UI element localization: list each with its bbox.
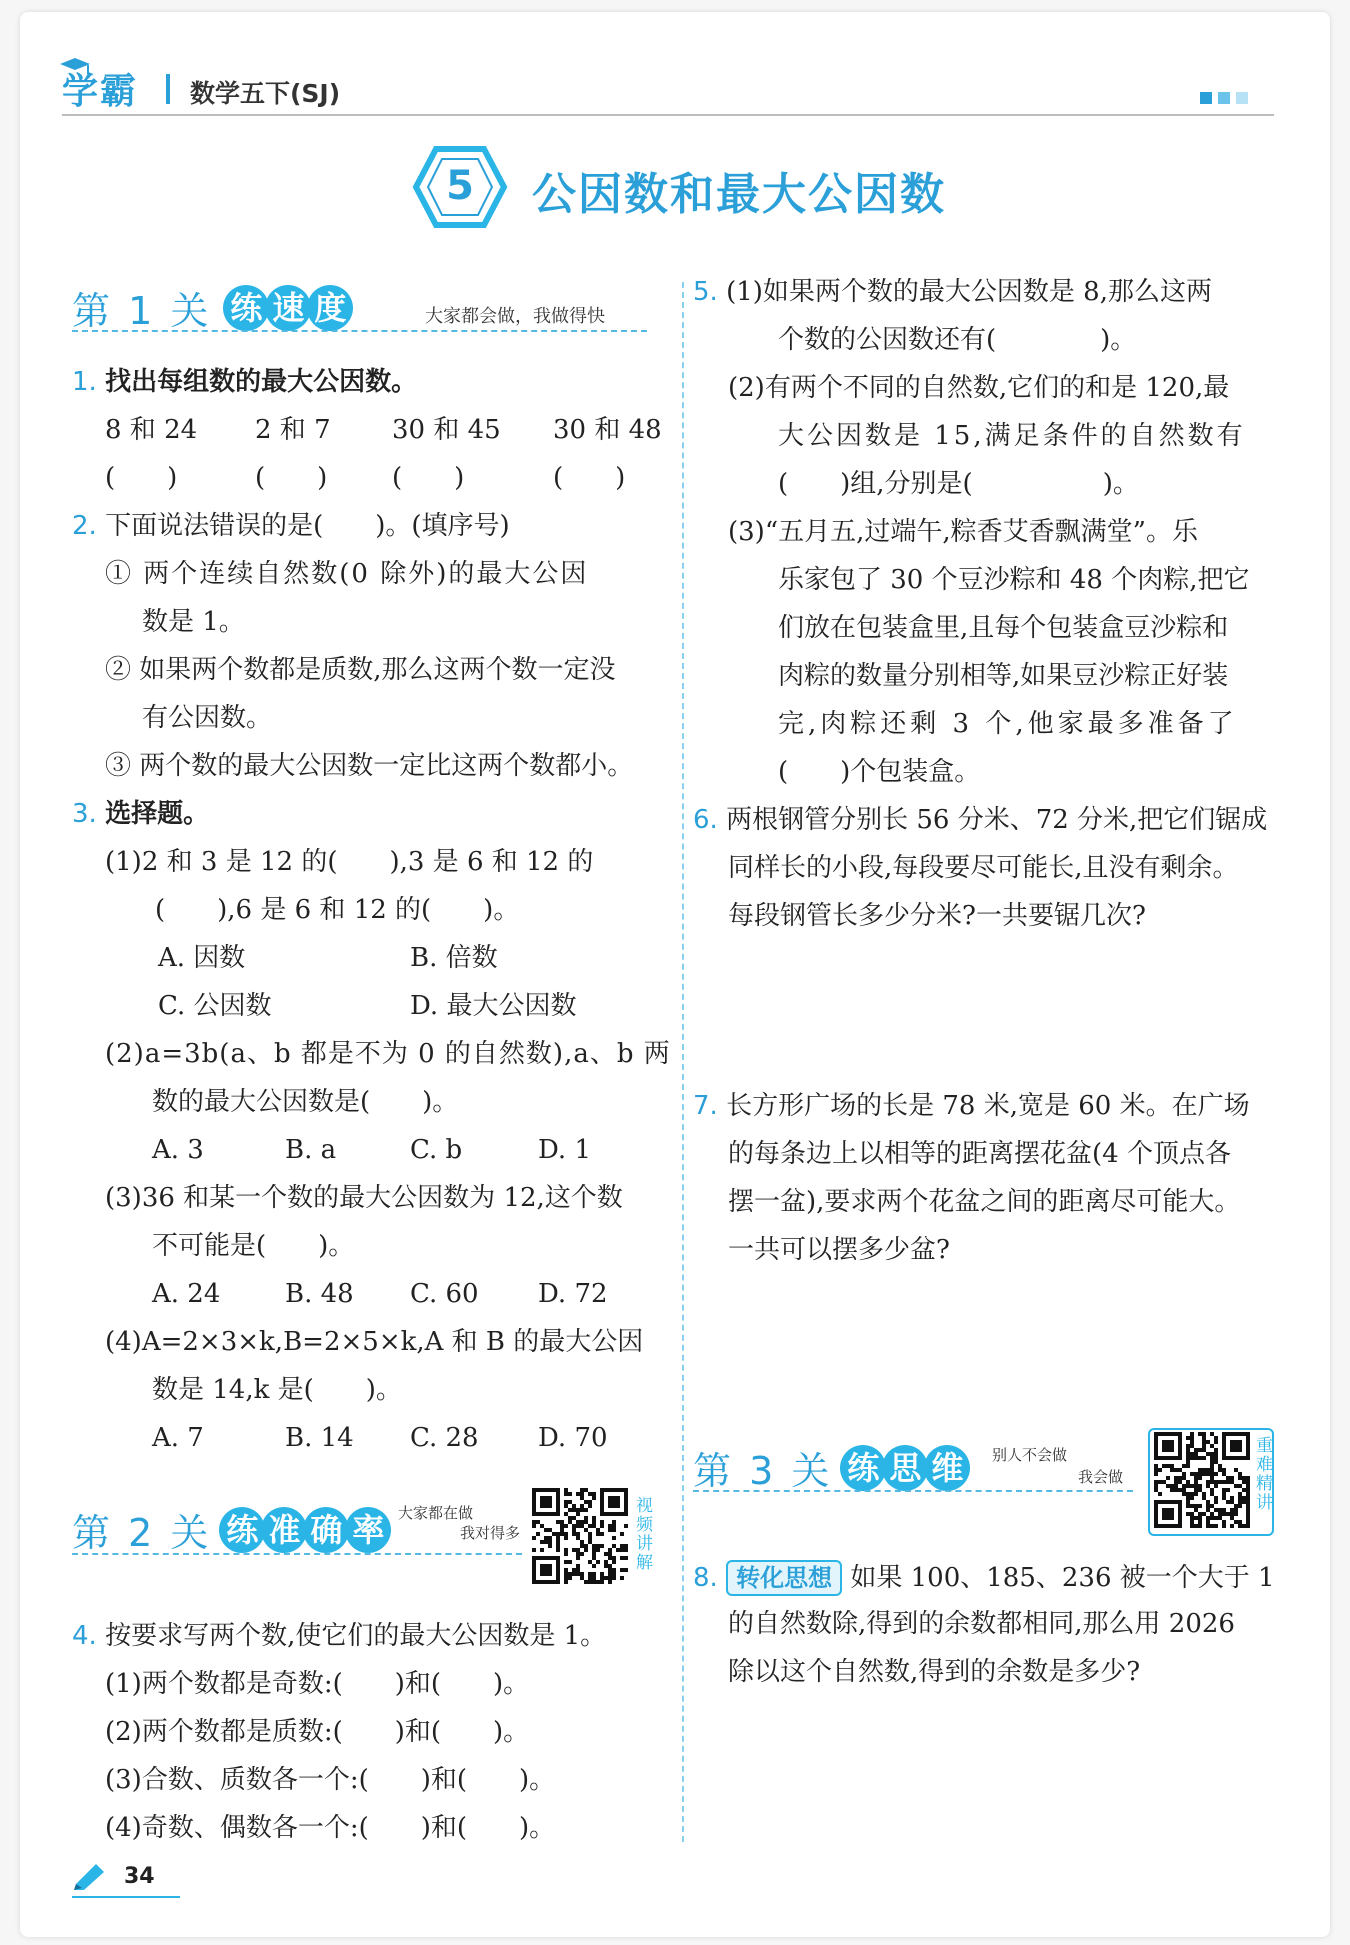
number-pair: 2 和 7 [255, 415, 331, 445]
section-1-header [72, 280, 353, 335]
section-2-header [72, 1502, 391, 1557]
qr-side-label: 视频讲解 [632, 1496, 652, 1572]
header-rule [62, 114, 1274, 116]
section-slogan: 我会做 [1078, 1468, 1124, 1486]
sub-question: 数是 14,k 是( )。 [152, 1375, 402, 1405]
thinking-tag: 转化思想 [726, 1560, 842, 1596]
sub-question: 不可能是( )。 [152, 1231, 355, 1261]
sub-question: (1)如果两个数的最大公因数是 8,那么这两 [726, 277, 1212, 307]
choice-option[interactable]: A. 3 [152, 1135, 204, 1165]
footer-rule [72, 1896, 180, 1898]
sub-question: (3)合数、质数各一个:( )和( )。 [105, 1765, 556, 1795]
section-title-char: 练 [840, 1445, 886, 1491]
unit-number: 5 [446, 163, 474, 209]
section-title-char: 速 [265, 285, 311, 331]
question-number: 7. [693, 1091, 718, 1121]
section-title-char: 率 [345, 1507, 391, 1553]
sub-question: 乐家包了 30 个豆沙粽和 48 个肉粽,把它 [778, 565, 1250, 595]
sub-question: (3)“五月五,过端午,粽香艾香飘满堂”。乐 [728, 517, 1198, 547]
sub-question: (4)奇数、偶数各一个:( )和( )。 [105, 1813, 556, 1843]
question-text: 下面说法错误的是( )。(填序号) [105, 511, 510, 541]
sub-question: ( )个包装盒。 [778, 757, 981, 787]
question-number: 3. [72, 799, 97, 829]
choice-option[interactable]: A. 7 [152, 1423, 204, 1453]
sub-question: 个数的公因数还有( )。 [778, 325, 1137, 355]
section-title-char: 练 [219, 1507, 265, 1553]
question-text: 除以这个自然数,得到的余数是多少? [728, 1657, 1141, 1687]
question-5 [693, 276, 1212, 308]
answer-blank[interactable]: ( ) [105, 463, 178, 493]
question-text: 摆一盆),要求两个花盆之间的距离尽可能大。 [728, 1187, 1241, 1217]
question-text: 的每条边上以相等的距离摆花盆(4 个顶点各 [728, 1139, 1231, 1169]
section-title-char: 准 [261, 1507, 307, 1553]
sub-question: 们放在包装盒里,且每个包装盒豆沙粽和 [778, 613, 1229, 643]
sub-question: (2)两个数都是质数:( )和( )。 [105, 1717, 530, 1747]
choice-option[interactable]: D. 70 [538, 1423, 608, 1453]
unit-number-badge [412, 145, 508, 233]
decor-square [1236, 92, 1248, 104]
number-pair: 8 和 24 [105, 415, 198, 445]
sub-question: ( ),6 是 6 和 12 的( )。 [155, 895, 520, 925]
option-text: ② 如果两个数都是质数,那么这两个数一定没 [105, 655, 616, 685]
question-number: 6. [693, 805, 718, 835]
section-label: 第 2 关 [72, 1511, 212, 1555]
question-text: 同样长的小段,每段要尽可能长,且没有剩余。 [728, 853, 1239, 883]
answer-space[interactable] [728, 940, 1288, 1080]
choice-option[interactable]: B. a [285, 1135, 337, 1165]
sub-question: (3)36 和某一个数的最大公因数为 12,这个数 [105, 1183, 623, 1213]
brand-divider [166, 74, 170, 104]
sub-question: 完,肉粽还剩 3 个,他家最多准备了 [778, 709, 1238, 739]
question-text: 每段钢管长多少分米?一共要锯几次? [728, 901, 1146, 931]
choice-option[interactable]: A. 因数 [158, 943, 246, 973]
choice-option[interactable]: B. 48 [285, 1279, 354, 1309]
section-3-header [693, 1440, 970, 1495]
option-text: ① 两个连续自然数(0 除外)的最大公因 [105, 559, 589, 589]
number-pair: 30 和 48 [553, 415, 662, 445]
qr-code[interactable] [1154, 1432, 1250, 1532]
brand-logo: 学霸 [62, 71, 139, 112]
answer-blank[interactable]: ( ) [392, 463, 465, 493]
sub-question: (4)A=2×3×k,B=2×5×k,A 和 B 的最大公因 [105, 1327, 644, 1357]
question-number: 8. [693, 1563, 718, 1593]
sub-question: (2)a=3b(a、b 都是不为 0 的自然数),a、b 两 [105, 1039, 671, 1069]
choice-option[interactable]: D. 最大公因数 [410, 991, 577, 1021]
pencil-icon [72, 1862, 108, 1894]
question-text: 长方形广场的长是 78 米,宽是 60 米。在广场 [726, 1091, 1250, 1121]
question-4 [72, 1620, 606, 1652]
question-6 [693, 804, 1267, 836]
option-text: 有公因数。 [142, 703, 273, 733]
book-title: 数学五下(SJ) [190, 79, 341, 108]
question-number: 2. [72, 511, 97, 541]
sub-question: 大公因数是 15,满足条件的自然数有 [778, 421, 1246, 451]
section-underline [693, 1490, 1133, 1492]
decor-square [1200, 92, 1212, 104]
question-text: 一共可以摆多少盆? [728, 1235, 950, 1265]
section-slogan: 大家都在做 [398, 1504, 474, 1522]
answer-space[interactable] [728, 1275, 1288, 1415]
section-slogan: 大家都会做，我做得快 [425, 306, 605, 327]
sub-question: (2)有两个不同的自然数,它们的和是 120,最 [728, 373, 1230, 403]
question-text: 两根钢管分别长 56 分米、72 分米,把它们锯成 [726, 805, 1268, 835]
section-title-char: 维 [924, 1445, 970, 1491]
question-2 [72, 510, 510, 542]
question-3 [72, 798, 209, 830]
question-number: 1. [72, 367, 97, 397]
section-underline [72, 330, 647, 332]
sub-question: (1)两个数都是奇数:( )和( )。 [105, 1669, 530, 1699]
section-underline [72, 1553, 522, 1555]
section-title-char: 练 [223, 285, 269, 331]
qr-side-label: 重难精讲 [1252, 1436, 1272, 1512]
choice-option[interactable]: A. 24 [152, 1279, 221, 1309]
question-text: 找出每组数的最大公因数。 [105, 367, 418, 397]
section-title-char: 思 [882, 1445, 928, 1491]
question-number: 5. [693, 277, 718, 307]
question-text: 的自然数除,得到的余数都相同,那么用 2026 [728, 1609, 1235, 1639]
option-text: ③ 两个数的最大公因数一定比这两个数都小。 [105, 751, 634, 781]
choice-option[interactable]: C. 公因数 [158, 991, 272, 1021]
question-text: 按要求写两个数,使它们的最大公因数是 1。 [105, 1621, 607, 1651]
section-slogan: 别人不会做 [992, 1446, 1068, 1464]
answer-blank[interactable]: ( ) [255, 463, 328, 493]
question-1 [72, 366, 417, 398]
section-label: 第 1 关 [72, 289, 212, 333]
column-divider [682, 282, 684, 1842]
sub-question: 数的最大公因数是( )。 [152, 1087, 459, 1117]
number-pair: 30 和 45 [392, 415, 501, 445]
choice-option[interactable]: D. 72 [538, 1279, 608, 1309]
question-text: 如果 100、185、236 被一个大于 1 [850, 1563, 1275, 1593]
answer-blank[interactable]: ( ) [553, 463, 626, 493]
question-number: 4. [72, 1621, 97, 1651]
choice-option[interactable]: C. 60 [410, 1279, 479, 1309]
page-number: 34 [124, 1864, 155, 1889]
qr-code[interactable] [532, 1488, 628, 1588]
choice-option[interactable]: D. 1 [538, 1135, 591, 1165]
section-title-char: 确 [303, 1507, 349, 1553]
choice-option[interactable]: C. b [410, 1135, 463, 1165]
sub-question: (1)2 和 3 是 12 的( ),3 是 6 和 12 的 [105, 847, 594, 877]
question-7 [693, 1090, 1250, 1122]
section-title-char: 度 [307, 285, 353, 331]
decor-square [1218, 92, 1230, 104]
unit-title: 公因数和最大公因数 [532, 169, 946, 220]
choice-option[interactable]: B. 倍数 [410, 943, 498, 973]
question-8 [693, 1560, 1275, 1596]
choice-option[interactable]: C. 28 [410, 1423, 479, 1453]
section-label: 第 3 关 [693, 1449, 833, 1493]
section-slogan: 我对得多 [460, 1524, 521, 1542]
choice-option[interactable]: B. 14 [285, 1423, 354, 1453]
sub-question: 肉粽的数量分别相等,如果豆沙粽正好装 [778, 661, 1229, 691]
sub-question: ( )组,分别是( )。 [778, 469, 1139, 499]
question-text: 选择题。 [105, 799, 210, 829]
option-text: 数是 1。 [142, 607, 245, 637]
